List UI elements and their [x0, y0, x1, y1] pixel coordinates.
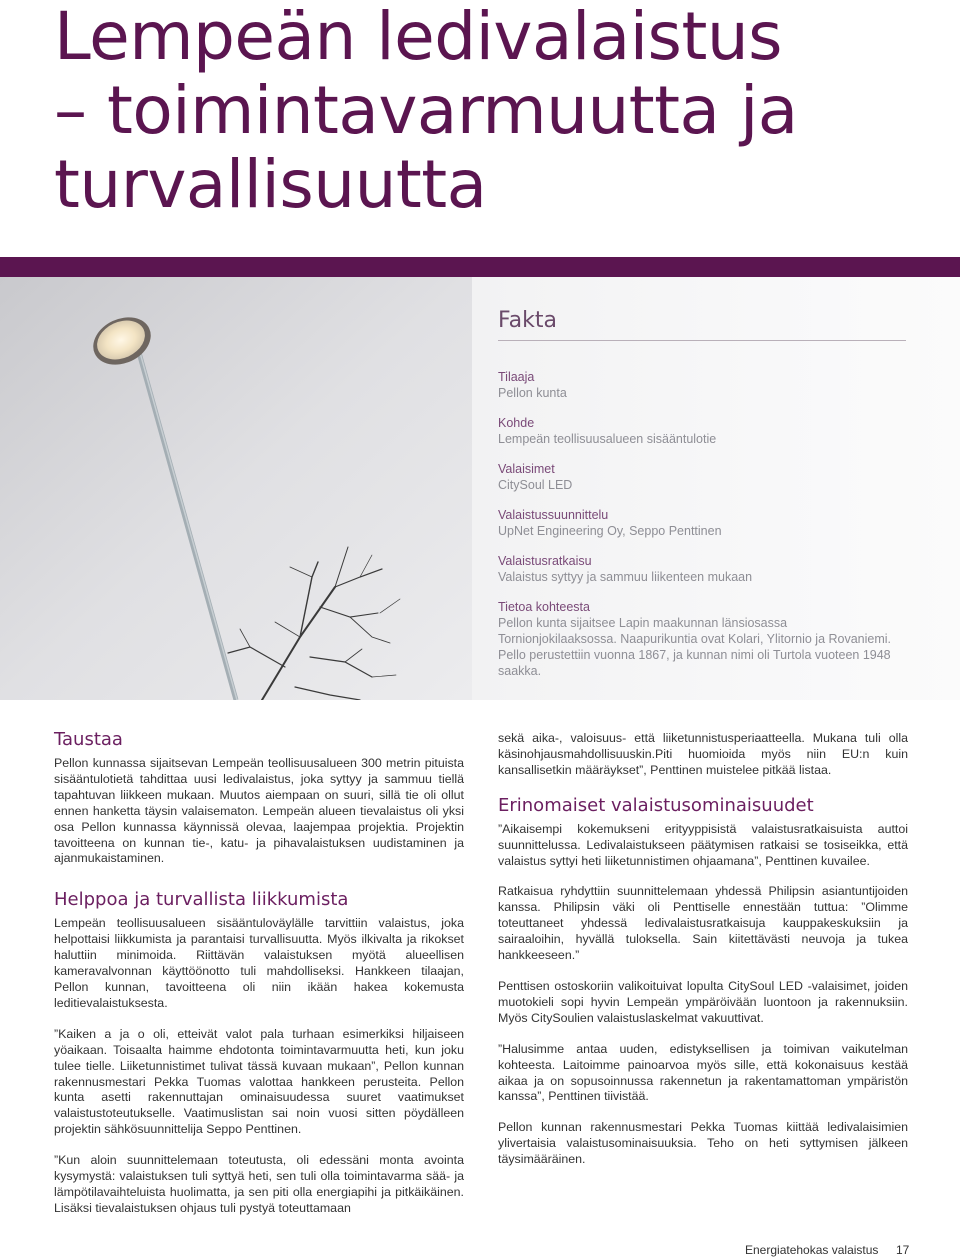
fakta-item [498, 415, 908, 447]
page-title [54, 0, 798, 222]
fakta-value: UpNet Engineering Oy, Seppo Penttinen [498, 524, 722, 538]
fakta-item [498, 461, 908, 493]
fakta-item [498, 507, 908, 539]
fakta-label: Valaistussuunnittelu [498, 508, 609, 522]
fakta-label: Tilaaja [498, 370, 535, 384]
body-paragraph: Lempeän teollisuusalueen sisääntuloväylälle tarvittiin valaistus, joka helpottaisi liikkumista ja parantaisi turvallisuutta. Myös ilkivalta ja rikokset haluttiin minimoida. Riittävän valaistuksen myötä alueellisen kameravalvonnan käyttöönotto tuli mahdolliseksi. Hankkeen tilaajan, Pellon kunnan, tavoitteena oli niin ikään hakea kokemusta leditievalaistuksesta. [54, 916, 464, 1010]
title-line-2: – toimintavarmuutta ja [54, 72, 798, 149]
body-paragraph: ”Halusimme antaa uuden, edistyksellisen ja toimivan vaikutelman kohteesta. Laitoimme painoarvoa myös sille, että kokonaisuus kestää aikaa ja on sopusoinnussa rakennetun ja rakentamattoman ympäristön kanssa”, Penttinen tiivistää. [498, 1041, 908, 1104]
fakta-value: CitySoul LED [498, 478, 573, 492]
fakta-heading: Fakta [498, 308, 557, 333]
fakta-value: Valaistus syttyy ja sammuu liikenteen mukaan [498, 570, 753, 584]
section-heading-helppoa: Helppoa ja turvallista liikkumista [54, 889, 349, 911]
body-paragraph: Penttisen ostoskoriin valikoituivat lopulta CitySoul LED -valaisimet, joiden muotokieli sopi hyvin Lempeän ympäröivään luontoon ja rakennuksiin. Myös CitySoulien valaistuslaskelmat vakuuttivat. [498, 978, 908, 1025]
left-column [54, 728, 464, 1232]
fakta-label: Tietoa kohteesta [498, 600, 590, 614]
title-line-3: turvallisuutta [54, 146, 487, 223]
body-paragraph: sekä aika-, valoisuus- että liiketunnistusperiaatteella. Mukana tuli olla käsinohjausmahdollisuuskin.Piti huomioida myös niin EU:n kuin kansallisetkin määräykset”, Penttinen muistelee pitkää listaa. [498, 731, 908, 777]
footer-label: Energiatehokas valaistus [745, 1243, 879, 1257]
page-number: 17 [896, 1243, 910, 1257]
body-paragraph: ”Kaiken a ja o oli, etteivät valot pala turhaan esimerkiksi hiljaiseen yöaikaan. Toisaalta haimme ehdotonta toimintavarmuutta heti, kun joku tulee tielle. Liiketunnistimet tulivat tässä kuvaan mukaan”, Pellon kunnan rakennusmestari Pekka Tuomas valottaa hankkeen perusteita. Pellon kunta asetti rakennuttajan ominaisuudessa suuret vaatimukset valaistustoteutukselle. Vaatimuslistan sai noin vuosi sitten pöydälleen projektin sähkösuunnittelija Seppo Penttinen. [54, 1026, 464, 1137]
body-paragraph: Ratkaisua ryhdyttiin suunnittelemaan yhdessä Philipsin asiantuntijoiden kanssa. Philipsin väki oli Penttiselle ennestään tuttua: ”Olimme toteuttaneet yhdessä ledivalaistusratkaisuja kauppakeskuksiin ja sairaaloihin, hyvällä tuloksella. Sain kiitettävästi neuvoja ja tukea hankkeeseen.” [498, 884, 908, 963]
fakta-label: Kohde [498, 416, 535, 430]
right-column [498, 731, 908, 1183]
body-paragraph: ”Kun aloin suunnittelemaan toteutusta, oli edessäni monta avointa kysymystä: valaistuksen tuli syttyä heti, sen tuli olla toimintavarma sää- ja lämpötilavaihteluista huolimatta, ja sen piti olla energiapihi ja pitkäikäinen. Lisäksi tievalaistuksen ohjaus tuli pystyä toteuttamaan [54, 1153, 464, 1215]
fakta-item [498, 599, 908, 679]
accent-band [0, 257, 960, 277]
section-heading-taustaa: Taustaa [54, 729, 123, 750]
body-paragraph: Pellon kunnassa sijaitsevan Lempeän teollisuusalueen 300 metrin pituista sisääntulotietä tahdittaa uusi ledivalaistus, joka syttyy ja sammuu tiellä tapahtuvan liikkeen mukaan. Muutos aiempaan on suuri, sillä tie oli ollut ennen hanketta täysin valaisematon. Lempeän alueen tievalaistus oli yksi osa Pellon kunnassa käynnissä olevaa, laajempaa projektia. Projektin tavoitteena on kunnan tie-, katu- ja pihavalaistuksen uudistaminen ja ajanmukaistaminen. [54, 756, 464, 866]
fakta-list [498, 369, 908, 693]
fakta-value: Pellon kunta sijaitsee Lapin maakunnan länsiosassa Tornionjokilaaksossa. Naapurikuntia ovat Kolari, Ylitornio ja Rovaniemi. Pello perustettiin vuonna 1867, ja kunnan nimi oli Turtola vuoteen 1948 saakka. [498, 616, 892, 678]
body-paragraph: ”Aikaisempi kokemukseni erityyppisistä valaistusratkaisuista auttoi suunnittelussa. Ledivalaistukseen päätymisen ratkaisi se tosiseikka, että valaistus syttyi heti liiketunnistimen ohjaamana”, Penttinen kuvailee. [498, 821, 908, 868]
street-lamp-photo [0, 277, 472, 700]
fakta-divider [498, 340, 906, 341]
fakta-item [498, 369, 908, 401]
fakta-value: Lempeän teollisuusalueen sisääntulotie [498, 432, 717, 446]
fakta-value: Pellon kunta [498, 386, 567, 400]
fakta-item [498, 553, 908, 585]
fakta-label: Valaisimet [498, 462, 555, 476]
title-line-1: Lempeän ledivalaistus [54, 0, 783, 75]
fakta-label: Valaistusratkaisu [498, 554, 592, 568]
section-heading-erinomaiset: Erinomaiset valaistusominaisuudet [498, 794, 814, 816]
body-paragraph: Pellon kunnan rakennusmestari Pekka Tuomas kiittää ledivalaisimien ylivertaisia valaistusominaisuuksia. Teho on heti syttymisen jälkeen täysimääräinen. [498, 1120, 908, 1167]
